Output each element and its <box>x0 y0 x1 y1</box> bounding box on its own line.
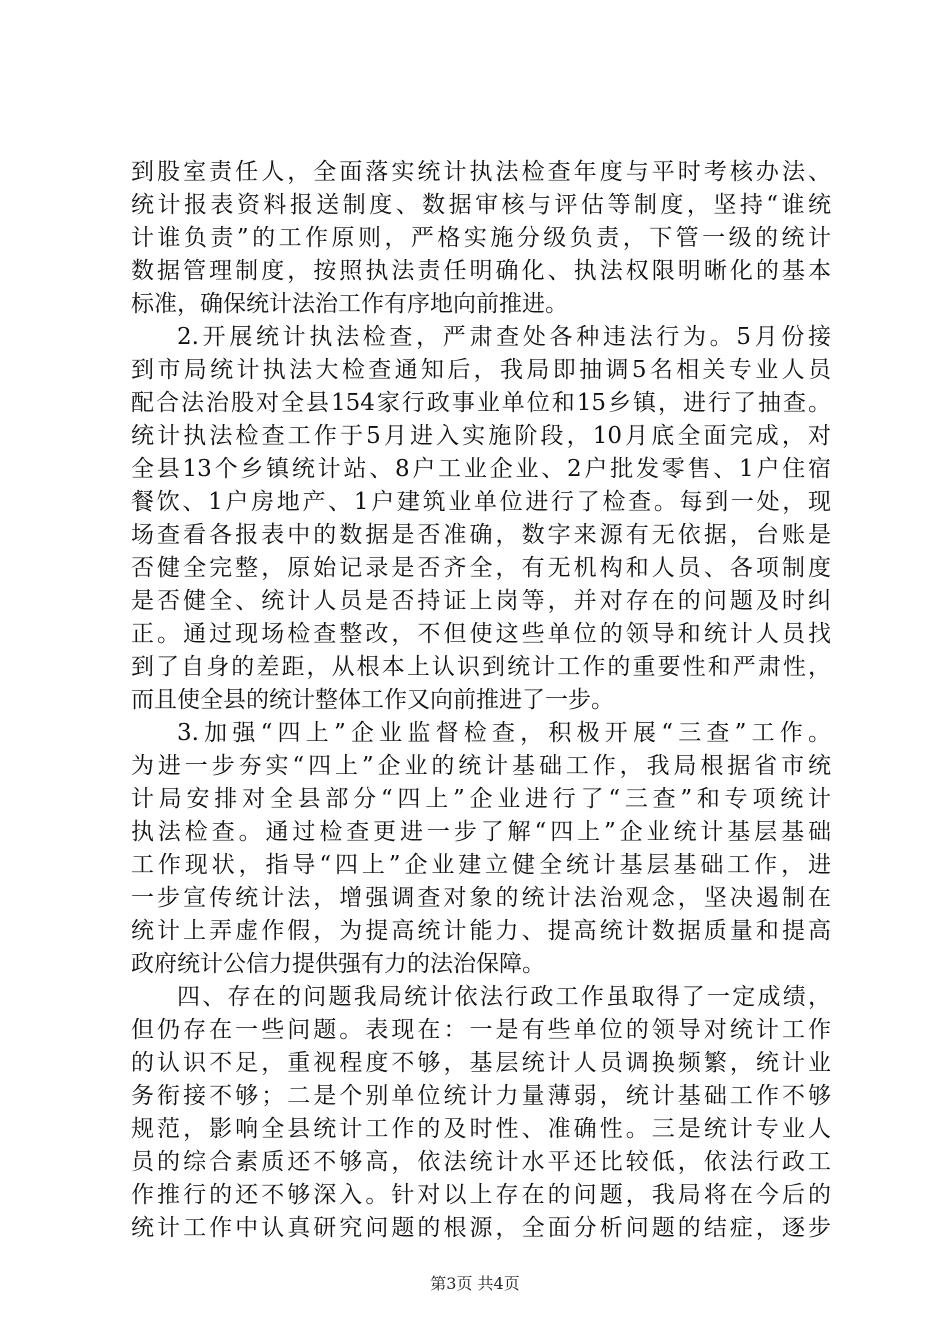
text-line: 员的综合素质还不够高，依法统计水平还比较低，依法行政工 <box>131 1149 831 1175</box>
page-number-footer: 第3页 共4页 <box>430 1274 520 1293</box>
text-line: 餐饮、1户房地产、1户建筑业单位进行了检查。每到一处，现 <box>131 489 831 515</box>
text-line: 场查看各报表中的数据是否准确，数字来源有无依据，台账是 <box>131 522 831 548</box>
text-line: 执法检查。通过检查更进一步了解“四上”企业统计基层基础 <box>131 819 831 845</box>
text-line: 配合法治股对全县154家行政事业单位和15乡镇，进行了抽查。 <box>131 390 831 416</box>
text-line: 是否健全、统计人员是否持证上岗等，并对存在的问题及时纠 <box>131 588 831 614</box>
text-line: 到市局统计执法大检查通知后，我局即抽调5名相关专业人员 <box>131 357 831 383</box>
text-line: 统计工作中认真研究问题的根源，全面分析问题的结症，逐步 <box>131 1215 831 1241</box>
text-line: 标准，确保统计法治工作有序地向前推进。 <box>131 291 568 317</box>
paragraph-heading-line: 四、存在的问题我局统计依法行政工作虽取得了一定成绩， <box>177 984 831 1010</box>
text-line: 到股室责任人，全面落实统计执法检查年度与平时考核办法、 <box>131 159 831 185</box>
paragraph-heading-line: 3.加强“四上”企业监督检查，积极开展“三查”工作。 <box>177 720 831 746</box>
text-line: 到了自身的差距，从根本上认识到统计工作的重要性和严肃性， <box>131 654 831 680</box>
document-body <box>131 156 831 1245</box>
text-line: 工作现状，指导“四上”企业建立健全统计基层基础工作，进 <box>131 852 831 878</box>
text-line: 数据管理制度，按照执法责任明确化、执法权限明晰化的基本 <box>131 258 831 284</box>
text-line: 正。通过现场检查整改，不但使这些单位的领导和统计人员找 <box>131 621 831 647</box>
paragraph-heading-line: 2.开展统计执法检查，严肃查处各种违法行为。5月份接 <box>177 324 831 350</box>
text-line: 统计上弄虚作假，为提高统计能力、提高统计数据质量和提高 <box>131 918 831 944</box>
text-line: 但仍存在一些问题。表现在：一是有些单位的领导对统计工作 <box>131 1017 831 1043</box>
text-line: 作推行的还不够深入。针对以上存在的问题，我局将在今后的 <box>131 1182 831 1208</box>
text-line: 计局安排对全县部分“四上”企业进行了“三查”和专项统计 <box>131 786 831 812</box>
text-line: 务衔接不够；二是个别单位统计力量薄弱，统计基础工作不够 <box>131 1083 831 1109</box>
text-line: 为进一步夯实“四上”企业的统计基础工作，我局根据省市统 <box>131 753 831 779</box>
text-line: 政府统计公信力提供强有力的法治保障。 <box>131 951 545 977</box>
text-line: 全县13个乡镇统计站、8户工业企业、2户批发零售、1户住宿 <box>131 456 831 482</box>
text-line: 统计报表资料报送制度、数据审核与评估等制度，坚持“谁统 <box>131 192 831 218</box>
text-line: 而且使全县的统计整体工作又向前推进了一步。 <box>131 687 614 713</box>
text-line: 否健全完整，原始记录是否齐全，有无机构和人员、各项制度 <box>131 555 831 581</box>
text-line: 统计执法检查工作于5月进入实施阶段，10月底全面完成，对 <box>131 423 831 449</box>
text-line: 的认识不足，重视程度不够，基层统计人员调换频繁，统计业 <box>131 1050 831 1076</box>
text-line: 规范，影响全县统计工作的及时性、准确性。三是统计专业人 <box>131 1116 831 1142</box>
text-line: 计谁负责”的工作原则，严格实施分级负责，下管一级的统计 <box>131 225 831 251</box>
text-line: 一步宣传统计法，增强调查对象的统计法治观念，坚决遏制在 <box>131 885 831 911</box>
